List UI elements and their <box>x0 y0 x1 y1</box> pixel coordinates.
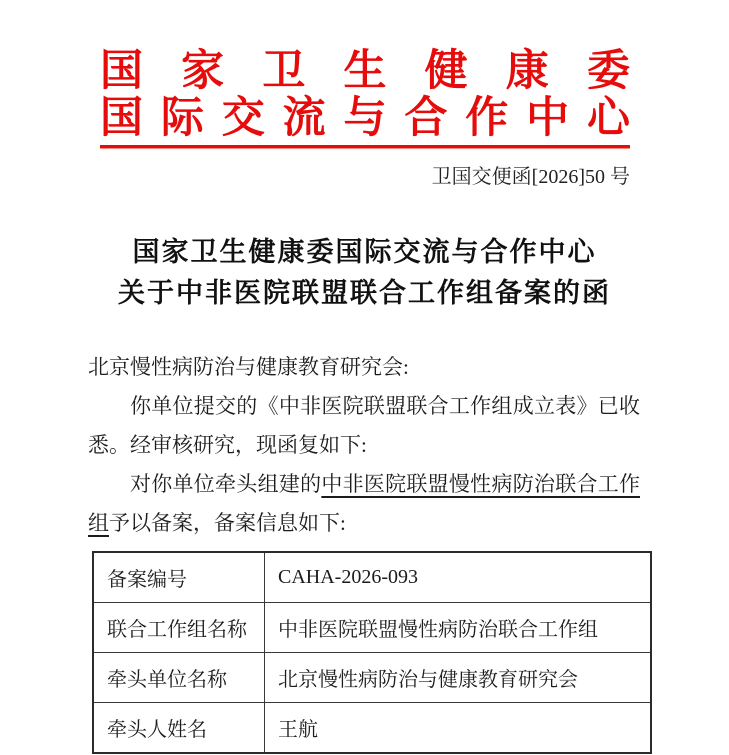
paragraph-2-suffix: 予以备案，备案信息如下: <box>109 511 346 535</box>
record-info-table <box>92 551 652 754</box>
paragraph-1: 你单位提交的《中非医院联盟联合工作组成立表》已收悉。经审核研究，现函复如下: <box>88 394 640 457</box>
workgroup-name-underlined: 中非医院联盟慢性病防治联合工作组 <box>88 472 641 535</box>
letter-body <box>88 348 640 543</box>
document-number: 卫国交便函[2026]50 号 <box>431 166 630 188</box>
lead-unit-value: 北京慢性病防治与健康教育研究会 <box>265 653 652 703</box>
record-number-value: CAHA-2026-093 <box>265 552 652 603</box>
table-row <box>93 603 651 653</box>
lead-person-value: 王航 <box>265 703 652 754</box>
lead-person-label: 牵头人姓名 <box>93 703 265 754</box>
paragraph-2-prefix: 对你单位牵头组建的 <box>130 472 322 496</box>
document-title <box>0 232 729 314</box>
workgroup-name-label: 联合工作组名称 <box>93 603 265 653</box>
letterhead-line-2: 国 际 交 流 与 合 作 中 心 <box>100 95 630 142</box>
record-number-label: 备案编号 <box>93 552 265 603</box>
letterhead-line-1: 国 家 卫 生 健 康 委 <box>100 48 630 95</box>
salutation: 北京慢性病防治与健康教育研究会: <box>88 355 409 379</box>
lead-unit-label: 牵头单位名称 <box>93 653 265 703</box>
document-title-line-2: 关于中非医院联盟联合工作组备案的函 <box>118 278 611 308</box>
table-row <box>93 653 651 703</box>
workgroup-name-value: 中非医院联盟慢性病防治联合工作组 <box>265 603 652 653</box>
table-row <box>93 552 651 603</box>
letterhead <box>100 48 630 142</box>
letterhead-divider <box>100 145 630 149</box>
document-title-line-1: 国家卫生健康委国际交流与合作中心 <box>132 237 597 267</box>
paragraph-2 <box>88 465 640 543</box>
table-row <box>93 703 651 754</box>
